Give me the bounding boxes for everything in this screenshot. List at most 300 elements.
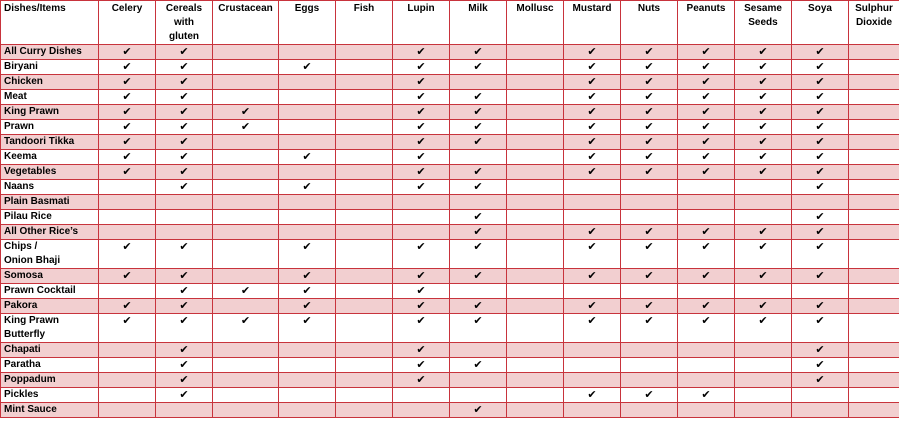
empty-cell xyxy=(213,343,279,358)
check-icon: ✔ xyxy=(564,225,621,240)
check-icon: ✔ xyxy=(678,75,735,90)
empty-cell xyxy=(393,225,450,240)
check-icon: ✔ xyxy=(99,150,156,165)
empty-cell xyxy=(735,388,792,403)
check-icon: ✔ xyxy=(564,75,621,90)
empty-cell xyxy=(336,90,393,105)
empty-cell xyxy=(279,75,336,90)
empty-cell xyxy=(849,45,899,60)
check-icon: ✔ xyxy=(621,165,678,180)
empty-cell xyxy=(678,210,735,225)
empty-cell xyxy=(507,165,564,180)
empty-cell xyxy=(213,388,279,403)
empty-cell xyxy=(564,180,621,195)
column-header-celery xyxy=(99,1,156,45)
empty-cell xyxy=(279,90,336,105)
check-icon: ✔ xyxy=(564,388,621,403)
empty-cell xyxy=(279,343,336,358)
empty-cell xyxy=(213,75,279,90)
check-icon: ✔ xyxy=(621,269,678,284)
check-icon: ✔ xyxy=(621,299,678,314)
check-icon: ✔ xyxy=(621,240,678,269)
empty-cell xyxy=(99,403,156,418)
empty-cell xyxy=(507,135,564,150)
check-icon: ✔ xyxy=(99,45,156,60)
empty-cell xyxy=(792,195,849,210)
check-icon: ✔ xyxy=(792,90,849,105)
dish-name: Pilau Rice xyxy=(1,210,99,225)
empty-cell xyxy=(336,343,393,358)
empty-cell xyxy=(213,373,279,388)
empty-cell xyxy=(507,105,564,120)
check-icon: ✔ xyxy=(99,105,156,120)
dish-name-line: Butterfly xyxy=(4,329,46,340)
check-icon: ✔ xyxy=(156,75,213,90)
empty-cell xyxy=(213,135,279,150)
empty-cell xyxy=(279,388,336,403)
check-icon: ✔ xyxy=(393,314,450,343)
empty-cell xyxy=(99,225,156,240)
empty-cell xyxy=(507,210,564,225)
empty-cell xyxy=(507,403,564,418)
table-row xyxy=(1,150,899,165)
empty-cell xyxy=(393,195,450,210)
check-icon: ✔ xyxy=(393,165,450,180)
empty-cell xyxy=(279,165,336,180)
check-icon: ✔ xyxy=(735,314,792,343)
empty-cell xyxy=(336,150,393,165)
empty-cell xyxy=(336,269,393,284)
check-icon: ✔ xyxy=(156,60,213,75)
empty-cell xyxy=(507,150,564,165)
empty-cell xyxy=(849,343,899,358)
empty-cell xyxy=(564,358,621,373)
empty-cell xyxy=(849,90,899,105)
check-icon: ✔ xyxy=(393,299,450,314)
empty-cell xyxy=(678,403,735,418)
column-header-label: Soya xyxy=(808,3,832,14)
empty-cell xyxy=(279,105,336,120)
empty-cell xyxy=(336,165,393,180)
table-row xyxy=(1,120,899,135)
empty-cell xyxy=(336,403,393,418)
check-icon: ✔ xyxy=(678,314,735,343)
check-icon: ✔ xyxy=(156,284,213,299)
column-header-mollusc xyxy=(507,1,564,45)
empty-cell xyxy=(213,210,279,225)
dish-name: Chicken xyxy=(1,75,99,90)
empty-cell xyxy=(156,403,213,418)
dish-name: Mint Sauce xyxy=(1,403,99,418)
empty-cell xyxy=(336,210,393,225)
check-icon: ✔ xyxy=(450,90,507,105)
empty-cell xyxy=(507,60,564,75)
empty-cell xyxy=(735,180,792,195)
empty-cell xyxy=(213,299,279,314)
check-icon: ✔ xyxy=(393,240,450,269)
check-icon: ✔ xyxy=(279,60,336,75)
dish-name xyxy=(1,314,99,343)
check-icon: ✔ xyxy=(450,105,507,120)
empty-cell xyxy=(336,240,393,269)
dish-name: Chapati xyxy=(1,343,99,358)
empty-cell xyxy=(507,388,564,403)
column-header-label: Peanuts xyxy=(686,3,726,14)
empty-cell xyxy=(279,403,336,418)
table-row xyxy=(1,45,899,60)
empty-cell xyxy=(450,373,507,388)
empty-cell xyxy=(849,150,899,165)
check-icon: ✔ xyxy=(99,314,156,343)
table-row xyxy=(1,165,899,180)
table-row xyxy=(1,60,899,75)
check-icon: ✔ xyxy=(621,45,678,60)
check-icon: ✔ xyxy=(735,269,792,284)
empty-cell xyxy=(849,240,899,269)
empty-cell xyxy=(279,195,336,210)
table-row xyxy=(1,135,899,150)
empty-cell xyxy=(279,210,336,225)
empty-cell xyxy=(507,195,564,210)
empty-cell xyxy=(507,90,564,105)
table-row xyxy=(1,299,899,314)
check-icon: ✔ xyxy=(450,60,507,75)
empty-cell xyxy=(507,284,564,299)
empty-cell xyxy=(507,240,564,269)
column-header-dishes xyxy=(1,1,99,45)
check-icon: ✔ xyxy=(156,90,213,105)
check-icon: ✔ xyxy=(735,105,792,120)
check-icon: ✔ xyxy=(564,269,621,284)
check-icon: ✔ xyxy=(678,299,735,314)
empty-cell xyxy=(336,105,393,120)
empty-cell xyxy=(849,210,899,225)
check-icon: ✔ xyxy=(393,180,450,195)
check-icon: ✔ xyxy=(156,314,213,343)
check-icon: ✔ xyxy=(564,165,621,180)
empty-cell xyxy=(336,135,393,150)
table-row xyxy=(1,105,899,120)
empty-cell xyxy=(849,120,899,135)
empty-cell xyxy=(849,165,899,180)
column-header-sesame-seeds xyxy=(735,1,792,45)
check-icon: ✔ xyxy=(213,284,279,299)
empty-cell xyxy=(507,75,564,90)
empty-cell xyxy=(213,165,279,180)
empty-cell xyxy=(849,299,899,314)
check-icon: ✔ xyxy=(792,240,849,269)
column-header-label: Sesame Seeds xyxy=(744,3,782,28)
check-icon: ✔ xyxy=(393,90,450,105)
table-row xyxy=(1,343,899,358)
dish-name: Poppadum xyxy=(1,373,99,388)
empty-cell xyxy=(849,284,899,299)
empty-cell xyxy=(213,195,279,210)
dish-name: All Other Rice’s xyxy=(1,225,99,240)
empty-cell xyxy=(735,195,792,210)
empty-cell xyxy=(849,180,899,195)
empty-cell xyxy=(564,343,621,358)
column-header-label: Mustard xyxy=(572,3,612,14)
check-icon: ✔ xyxy=(156,373,213,388)
dish-name xyxy=(1,240,99,269)
empty-cell xyxy=(849,403,899,418)
empty-cell xyxy=(99,373,156,388)
empty-cell xyxy=(99,195,156,210)
column-header-lupin xyxy=(393,1,450,45)
check-icon: ✔ xyxy=(735,90,792,105)
check-icon: ✔ xyxy=(279,150,336,165)
empty-cell xyxy=(156,210,213,225)
empty-cell xyxy=(507,314,564,343)
empty-cell xyxy=(564,284,621,299)
check-icon: ✔ xyxy=(792,269,849,284)
check-icon: ✔ xyxy=(393,150,450,165)
empty-cell xyxy=(735,358,792,373)
empty-cell xyxy=(336,358,393,373)
check-icon: ✔ xyxy=(678,105,735,120)
check-icon: ✔ xyxy=(792,299,849,314)
empty-cell xyxy=(564,195,621,210)
empty-cell xyxy=(621,358,678,373)
table-row xyxy=(1,240,899,269)
empty-cell xyxy=(450,75,507,90)
empty-cell xyxy=(507,358,564,373)
empty-cell xyxy=(156,225,213,240)
dish-name: Pickles xyxy=(1,388,99,403)
check-icon: ✔ xyxy=(156,135,213,150)
check-icon: ✔ xyxy=(792,225,849,240)
column-header-label: Fish xyxy=(353,3,375,14)
empty-cell xyxy=(678,358,735,373)
check-icon: ✔ xyxy=(792,373,849,388)
check-icon: ✔ xyxy=(99,75,156,90)
check-icon: ✔ xyxy=(156,150,213,165)
empty-cell xyxy=(564,210,621,225)
empty-cell xyxy=(849,135,899,150)
check-icon: ✔ xyxy=(621,105,678,120)
empty-cell xyxy=(849,105,899,120)
empty-cell xyxy=(849,388,899,403)
check-icon: ✔ xyxy=(621,90,678,105)
column-header-label: Eggs xyxy=(294,3,320,14)
empty-cell xyxy=(621,403,678,418)
empty-cell xyxy=(279,45,336,60)
empty-cell xyxy=(564,403,621,418)
check-icon: ✔ xyxy=(792,120,849,135)
empty-cell xyxy=(621,373,678,388)
check-icon: ✔ xyxy=(213,105,279,120)
column-header-cereals-with-gluten xyxy=(156,1,213,45)
check-icon: ✔ xyxy=(393,373,450,388)
empty-cell xyxy=(336,299,393,314)
check-icon: ✔ xyxy=(678,120,735,135)
check-icon: ✔ xyxy=(450,358,507,373)
dish-name: Naans xyxy=(1,180,99,195)
check-icon: ✔ xyxy=(393,284,450,299)
empty-cell xyxy=(507,225,564,240)
empty-cell xyxy=(279,358,336,373)
check-icon: ✔ xyxy=(156,120,213,135)
empty-cell xyxy=(735,284,792,299)
check-icon: ✔ xyxy=(792,343,849,358)
empty-cell xyxy=(507,269,564,284)
column-header-fish xyxy=(336,1,393,45)
empty-cell xyxy=(213,358,279,373)
empty-cell xyxy=(735,210,792,225)
empty-cell xyxy=(393,403,450,418)
empty-cell xyxy=(849,373,899,388)
empty-cell xyxy=(279,225,336,240)
column-header-label: Dishes/Items xyxy=(4,3,66,14)
dish-name: Paratha xyxy=(1,358,99,373)
table-row xyxy=(1,358,899,373)
empty-cell xyxy=(564,373,621,388)
check-icon: ✔ xyxy=(156,45,213,60)
check-icon: ✔ xyxy=(450,165,507,180)
check-icon: ✔ xyxy=(792,150,849,165)
empty-cell xyxy=(213,45,279,60)
dish-name: Vegetables xyxy=(1,165,99,180)
table-row xyxy=(1,373,899,388)
empty-cell xyxy=(621,180,678,195)
check-icon: ✔ xyxy=(735,299,792,314)
dish-name: Tandoori Tikka xyxy=(1,135,99,150)
empty-cell xyxy=(678,343,735,358)
check-icon: ✔ xyxy=(792,314,849,343)
table-row xyxy=(1,90,899,105)
empty-cell xyxy=(621,210,678,225)
check-icon: ✔ xyxy=(156,343,213,358)
check-icon: ✔ xyxy=(735,165,792,180)
column-header-label: Cereals with gluten xyxy=(165,3,203,42)
check-icon: ✔ xyxy=(621,75,678,90)
empty-cell xyxy=(336,120,393,135)
check-icon: ✔ xyxy=(735,120,792,135)
empty-cell xyxy=(393,210,450,225)
check-icon: ✔ xyxy=(621,120,678,135)
empty-cell xyxy=(156,195,213,210)
check-icon: ✔ xyxy=(450,299,507,314)
check-icon: ✔ xyxy=(450,240,507,269)
check-icon: ✔ xyxy=(564,150,621,165)
check-icon: ✔ xyxy=(99,135,156,150)
check-icon: ✔ xyxy=(450,210,507,225)
check-icon: ✔ xyxy=(450,314,507,343)
dish-name: Prawn Cocktail xyxy=(1,284,99,299)
check-icon: ✔ xyxy=(621,135,678,150)
empty-cell xyxy=(849,75,899,90)
check-icon: ✔ xyxy=(792,165,849,180)
check-icon: ✔ xyxy=(279,299,336,314)
column-header-label: Lupin xyxy=(407,3,435,14)
empty-cell xyxy=(792,388,849,403)
check-icon: ✔ xyxy=(450,45,507,60)
column-header-soya xyxy=(792,1,849,45)
check-icon: ✔ xyxy=(99,90,156,105)
check-icon: ✔ xyxy=(621,150,678,165)
column-header-eggs xyxy=(279,1,336,45)
empty-cell xyxy=(849,60,899,75)
table-row xyxy=(1,284,899,299)
check-icon: ✔ xyxy=(450,269,507,284)
empty-cell xyxy=(336,388,393,403)
check-icon: ✔ xyxy=(393,45,450,60)
empty-cell xyxy=(99,388,156,403)
column-header-nuts xyxy=(621,1,678,45)
check-icon: ✔ xyxy=(792,135,849,150)
empty-cell xyxy=(735,403,792,418)
check-icon: ✔ xyxy=(735,240,792,269)
check-icon: ✔ xyxy=(621,225,678,240)
column-header-label: Celery xyxy=(111,3,143,14)
empty-cell xyxy=(213,150,279,165)
check-icon: ✔ xyxy=(156,388,213,403)
check-icon: ✔ xyxy=(564,120,621,135)
check-icon: ✔ xyxy=(621,388,678,403)
check-icon: ✔ xyxy=(678,60,735,75)
empty-cell xyxy=(678,195,735,210)
check-icon: ✔ xyxy=(393,358,450,373)
empty-cell xyxy=(213,90,279,105)
table-row xyxy=(1,225,899,240)
empty-cell xyxy=(678,373,735,388)
check-icon: ✔ xyxy=(792,75,849,90)
empty-cell xyxy=(735,373,792,388)
check-icon: ✔ xyxy=(450,225,507,240)
check-icon: ✔ xyxy=(156,180,213,195)
check-icon: ✔ xyxy=(792,45,849,60)
empty-cell xyxy=(279,120,336,135)
table-row xyxy=(1,403,899,418)
table-row xyxy=(1,269,899,284)
check-icon: ✔ xyxy=(450,120,507,135)
check-icon: ✔ xyxy=(564,90,621,105)
empty-cell xyxy=(735,343,792,358)
dish-name-line: Onion Bhaji xyxy=(4,255,61,266)
check-icon: ✔ xyxy=(99,165,156,180)
check-icon: ✔ xyxy=(735,60,792,75)
check-icon: ✔ xyxy=(792,358,849,373)
check-icon: ✔ xyxy=(156,165,213,180)
empty-cell xyxy=(450,388,507,403)
empty-cell xyxy=(450,284,507,299)
check-icon: ✔ xyxy=(156,105,213,120)
empty-cell xyxy=(279,373,336,388)
check-icon: ✔ xyxy=(564,105,621,120)
empty-cell xyxy=(99,343,156,358)
check-icon: ✔ xyxy=(735,75,792,90)
check-icon: ✔ xyxy=(678,240,735,269)
check-icon: ✔ xyxy=(792,180,849,195)
check-icon: ✔ xyxy=(156,269,213,284)
empty-cell xyxy=(99,180,156,195)
dish-name: Meat xyxy=(1,90,99,105)
empty-cell xyxy=(213,269,279,284)
check-icon: ✔ xyxy=(99,60,156,75)
check-icon: ✔ xyxy=(99,120,156,135)
empty-cell xyxy=(678,180,735,195)
column-header-mustard xyxy=(564,1,621,45)
check-icon: ✔ xyxy=(393,60,450,75)
dish-name: Keema xyxy=(1,150,99,165)
check-icon: ✔ xyxy=(564,45,621,60)
dish-name: Pakora xyxy=(1,299,99,314)
empty-cell xyxy=(336,180,393,195)
check-icon: ✔ xyxy=(450,403,507,418)
empty-cell xyxy=(450,343,507,358)
check-icon: ✔ xyxy=(792,60,849,75)
